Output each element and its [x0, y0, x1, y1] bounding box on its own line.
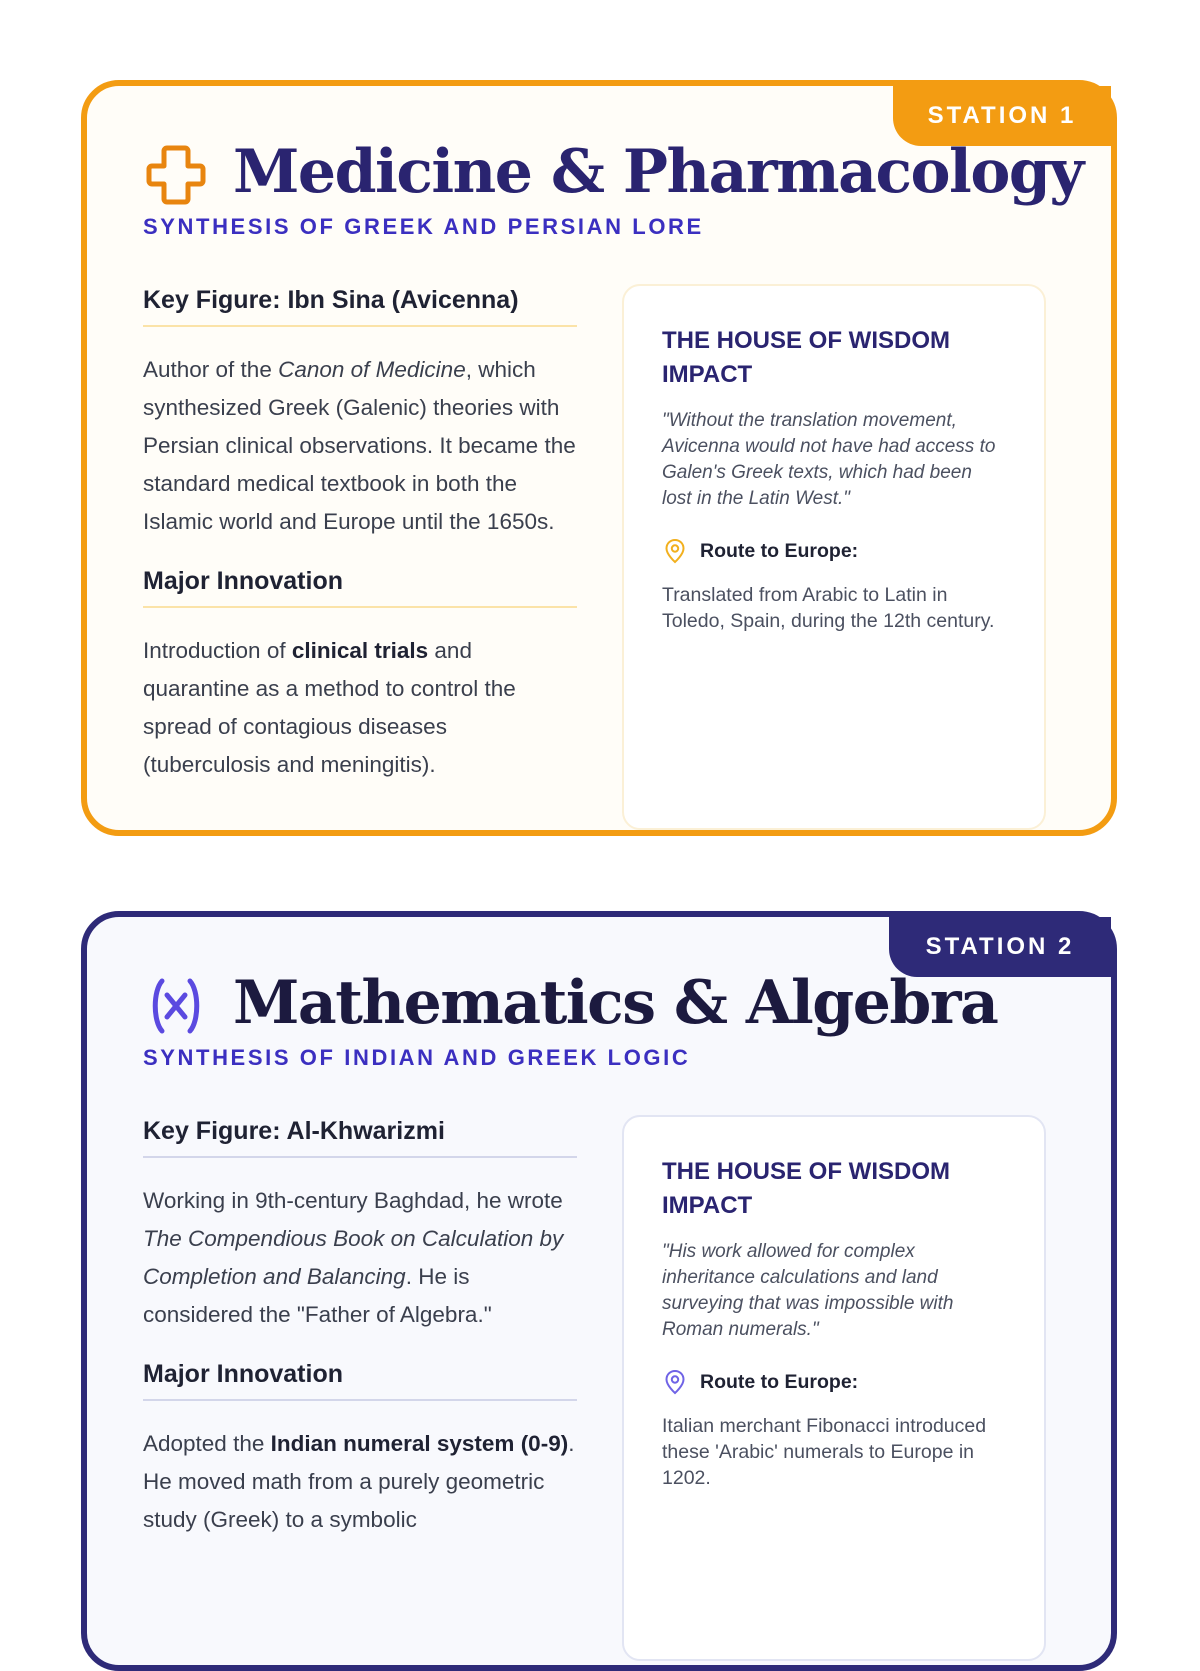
subtitle: SYNTHESIS OF INDIAN AND GREEK LOGIC [143, 1045, 691, 1070]
impact-panel [622, 1115, 1046, 1661]
innovation-highlight: Indian numeral system (0-9) [270, 1431, 569, 1456]
innovation-heading: Major Innovation [143, 567, 577, 608]
innovation-text: Introduction of clinical trials and quarantine as a method to control the spread of contagious diseases (tuberculosis and meningitis). [143, 638, 516, 777]
subtitle: SYNTHESIS OF GREEK AND PERSIAN LORE [143, 214, 704, 239]
details-column [143, 286, 577, 810]
impact-quote: "His work allowed for complex inheritance calculations and land surveying that was impossible with Roman numerals." [662, 1241, 954, 1340]
impact-title: THE HOUSE OF WISDOM IMPACT [662, 1158, 950, 1219]
innovation-heading: Major Innovation [143, 1360, 577, 1401]
station-badge: STATION 2 [889, 917, 1111, 977]
impact-quote: "Without the translation movement, Avicenna would not have had access to Galen's Greek texts, which had been lost in the Latin West." [662, 410, 996, 509]
route-text: Italian merchant Fibonacci introduced these 'Arabic' numerals to Europe in 1202. [662, 1415, 987, 1489]
map-pin-icon [662, 1369, 688, 1395]
variable-x-icon [143, 973, 209, 1039]
map-pin-icon [662, 538, 688, 564]
book-title: Canon of Medicine [278, 357, 466, 382]
innovation-highlight: clinical trials [291, 638, 429, 663]
route-row [662, 1369, 1006, 1395]
innovation-text: Adopted the Indian numeral system (0-9). He moved math from a purely geometric study (Greek) to a symbolic [143, 1431, 575, 1532]
medical-cross-icon [143, 142, 209, 208]
key-figure-text: Working in 9th-century Baghdad, he wrote The Compendious Book on Calculation by Completion and Balancing. He is considered the "Father of Algebra." [143, 1188, 564, 1327]
route-label: Route to Europe: [700, 539, 859, 562]
station-badge: STATION 1 [893, 86, 1111, 146]
key-figure-heading: Key Figure: Ibn Sina (Avicenna) [143, 286, 577, 327]
book-title: The Compendious Book on Calculation by Completion and Balancing [143, 1226, 564, 1289]
impact-panel [622, 284, 1046, 830]
route-text: Translated from Arabic to Latin in Toledo, Spain, during the 12th century. [662, 584, 995, 632]
station-card-medicine [81, 80, 1117, 836]
key-figure-heading: Key Figure: Al-Khwarizmi [143, 1117, 577, 1158]
station-card-mathematics [81, 911, 1117, 1671]
details-column [143, 1117, 577, 1565]
page-title: Medicine & Pharmacology [233, 137, 1083, 207]
route-row [662, 538, 1006, 564]
impact-title: THE HOUSE OF WISDOM IMPACT [662, 327, 950, 388]
key-figure-text: Author of the Canon of Medicine, which synthesized Greek (Galenic) theories with Persian clinical observations. It became the standard medical textbook in both the Islamic world and Europe until the 1650s. [143, 357, 576, 534]
route-label: Route to Europe: [700, 1370, 859, 1393]
page-title: Mathematics & Algebra [233, 968, 998, 1038]
